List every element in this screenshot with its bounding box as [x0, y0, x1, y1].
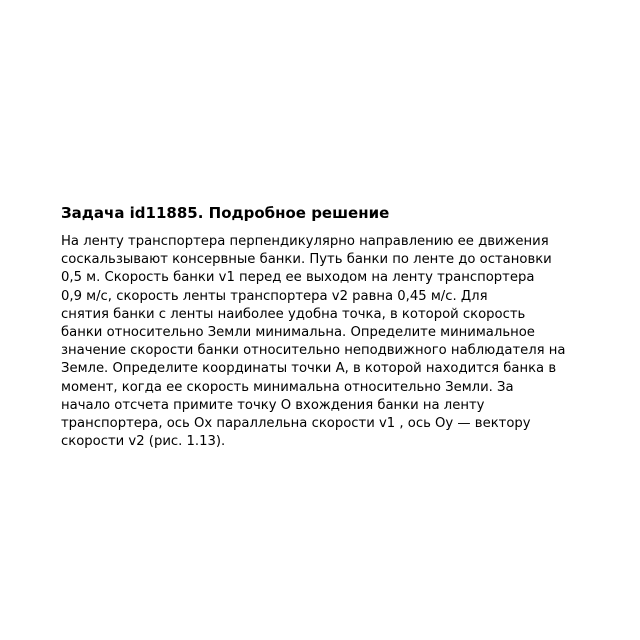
problem-statement [61, 233, 589, 451]
statement-line-5: снятия банки с ленты наиболее удобна точка, в которой скорость [61, 306, 526, 322]
statement-line-8: Земле. Определите координаты точки А, в которой находится банка в [61, 361, 557, 377]
statement-line-9: момент, когда ее скорость минимальна относительно Земли. За [61, 379, 514, 395]
statement-line-12: скорости v2 (рис. 1.13). [61, 434, 226, 450]
problem-title: Задача id11885. Подробное решение [61, 204, 390, 222]
statement-line-10: начало отсчета примите точку О вхождения банки на ленту [61, 397, 485, 413]
statement-line-2: соскальзывают консервные банки. Путь банки по ленте до остановки [61, 252, 552, 268]
statement-line-7: значение скорости банки относительно неподвижного наблюдателя на [61, 343, 566, 359]
problem-card [61, 202, 589, 451]
statement-line-4: 0,9 м/с, скорость ленты транспортера v2 равна 0,45 м/с. Для [61, 288, 488, 304]
statement-line-3: 0,5 м. Скорость банки v1 перед ее выходом на ленту транспортера [61, 270, 535, 286]
statement-line-11: транспортера, ось Ох параллельна скорости v1 , ось Оу — вектору [61, 416, 531, 432]
statement-line-6: банки относительно Земли минимальна. Определите минимальное [61, 325, 535, 341]
statement-line-1: На ленту транспортера перпендикулярно направлению ее движения [61, 234, 549, 249]
